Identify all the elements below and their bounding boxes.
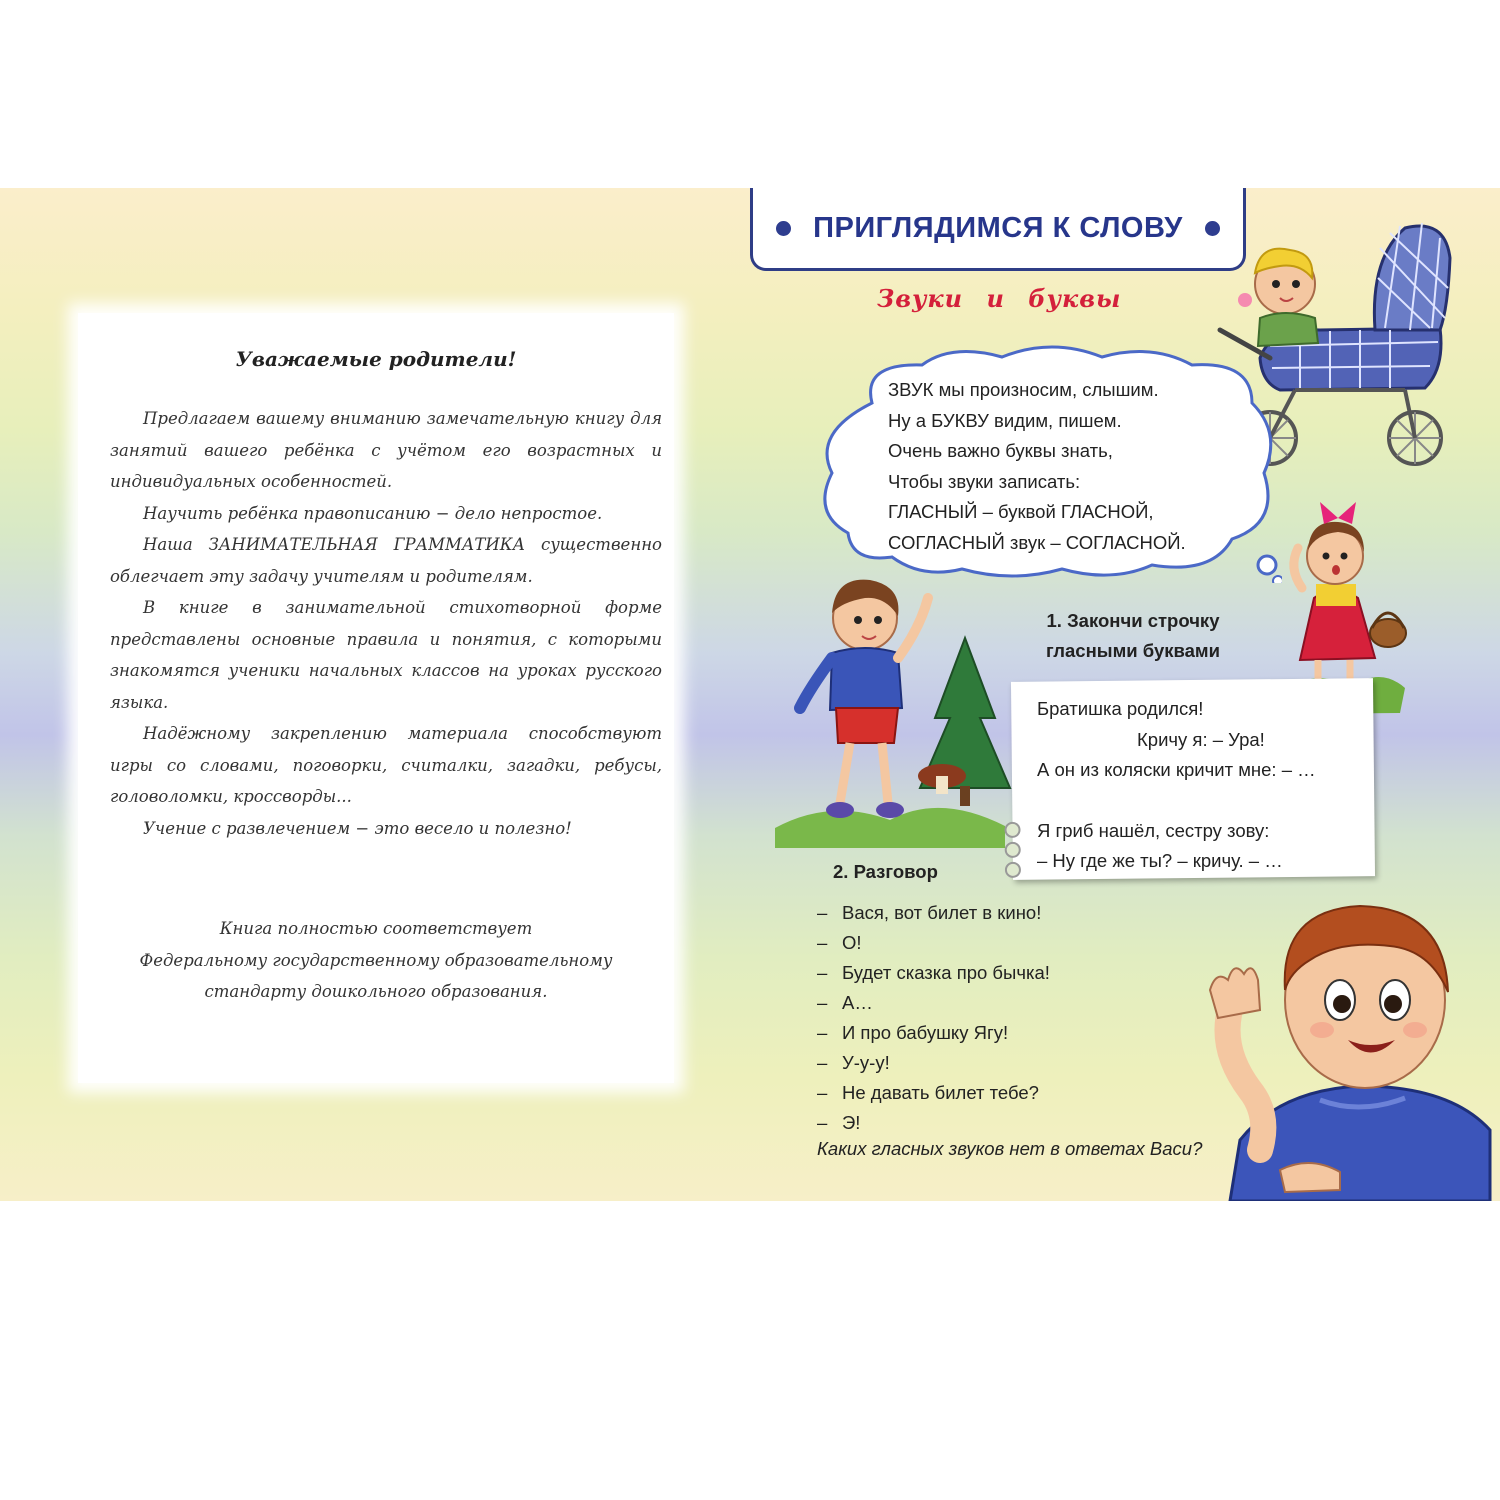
poem-line: Чтобы звуки записать: <box>888 470 1081 492</box>
dialog-line: – О! <box>817 932 862 953</box>
dialog-line: – Не давать билет тебе? <box>817 1082 1039 1103</box>
footer-line: Книга полностью соответствует <box>219 919 533 938</box>
note-paragraph: Научить ребёнка правописанию − дело непростое. <box>143 503 603 523</box>
task-2-title: 2. Разговор <box>833 861 938 882</box>
exercise-poem <box>1037 694 1316 877</box>
note-paragraph: Наша ЗАНИМАТЕЛЬНАЯ ГРАММАТИКА существенно облегчает эту задачу учителям и родителям. <box>110 535 662 586</box>
section-header <box>750 188 1246 271</box>
ring-icon <box>1004 822 1020 838</box>
note-paragraph: В книге в занимательной стихотворной форме представлены основные правила и понятия, с которыми знакомятся ученики начальных классов на уроках русского языка. <box>110 598 662 712</box>
footer-line: стандарту дошкольного образования. <box>204 982 548 1001</box>
poem-line: А он из коляски кричит мне: – … <box>1037 759 1316 780</box>
dialog-line: – У-у-у! <box>817 1052 890 1073</box>
note-body <box>110 403 662 844</box>
question-text: Каких гласных звуков нет в ответах Васи? <box>817 1138 1203 1159</box>
poem-line <box>1037 786 1316 816</box>
rule-poem <box>888 375 1186 558</box>
parents-note <box>78 313 674 1083</box>
task-title-line: гласными буквами <box>1046 640 1220 661</box>
poem-line: Ну а БУКВУ видим, пишем. <box>888 409 1122 431</box>
section-title: ПРИГЛЯДИМСЯ К СЛОВУ <box>813 211 1183 244</box>
dialog-line: – И про бабушку Ягу! <box>817 1022 1009 1043</box>
task-title-line: 1. Закончи строчку <box>1046 610 1220 631</box>
boy-walking-illustration <box>770 558 1020 848</box>
vasya-illustration <box>1190 900 1500 1201</box>
note-footer <box>78 913 674 1008</box>
dialog-line: – Вася, вот билет в кино! <box>817 902 1042 923</box>
poem-line: СОГЛАСНЫЙ звук – СОГЛАСНОЙ. <box>888 531 1186 553</box>
note-paragraph: Предлагаем вашему вниманию замечательную книгу для занятий вашего ребёнка с учётом его возрастных и индивидуальных особенностей. <box>110 409 662 491</box>
dialog-list <box>817 898 1050 1138</box>
book-spread <box>0 188 1500 1201</box>
note-paragraph: Надёжному закреплению материала способствуют игры со словами, поговорки, считалки, загадки, ребусы, головоломки, кроссворды... <box>110 724 662 806</box>
poem-line: Я гриб нашёл, сестру зову: <box>1037 819 1270 841</box>
ring-icon <box>1005 842 1021 858</box>
bullet-icon <box>776 221 791 236</box>
poem-line: Кричу я: – Ура! <box>1137 728 1265 750</box>
note-title: Уважаемые родители! <box>235 347 517 371</box>
task-1-title <box>1005 606 1261 666</box>
poem-line: ЗВУК мы произносим, слышим. <box>888 379 1159 400</box>
poem-line: Братишка родился! <box>1037 698 1204 719</box>
dialog-line: – А… <box>817 992 873 1013</box>
footer-line: Федеральному государственному образовательному <box>139 950 613 970</box>
poem-line: – Ну где же ты? – кричу. – … <box>1037 850 1283 871</box>
topic-subtitle: Звуки и буквы <box>877 284 1122 313</box>
note-paragraph: Учение с развлечением − это весело и полезно! <box>143 818 572 838</box>
poem-line: Очень важно буквы знать, <box>888 440 1113 461</box>
dialog-line: – Э! <box>817 1112 861 1133</box>
poem-line: ГЛАСНЫЙ – буквой ГЛАСНОЙ, <box>888 501 1154 522</box>
ring-icon <box>1005 862 1021 878</box>
dialog-line: – Будет сказка про бычка! <box>817 962 1050 983</box>
